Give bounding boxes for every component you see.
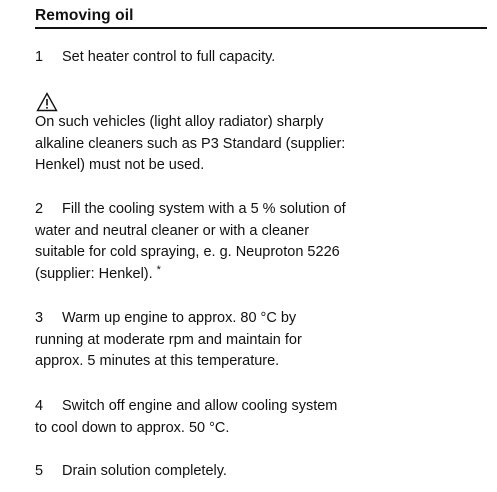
step-2 [35, 199, 485, 286]
step-text: suitable for cold spraying, e. g. Neuproton 5226 [35, 244, 340, 260]
step-number: 2 [35, 201, 44, 217]
title-underline [35, 27, 487, 29]
step-text: Warm up engine to approx. 80 °C by [62, 310, 297, 326]
warning-triangle-icon [36, 92, 58, 112]
warning-line: alkaline cleaners such as P3 Standard (supplier: [35, 135, 346, 152]
step-text: Switch off engine and allow cooling system [62, 398, 338, 414]
step-number: 1 [35, 49, 44, 65]
step-number: 4 [35, 398, 44, 414]
step-text: water and neutral cleaner or with a cleaner [35, 222, 310, 239]
step-text: running at moderate rpm and maintain for [35, 331, 302, 348]
warning-text [35, 112, 485, 177]
step-5 [35, 461, 485, 483]
step-number: 3 [35, 310, 44, 326]
warning-line: Henkel) must not be used. [35, 157, 205, 173]
step-text: (supplier: Henkel). [35, 265, 153, 282]
section-title: Removing oil [35, 7, 134, 24]
footnote-marker: * [156, 263, 161, 276]
step-text: Set heater control to full capacity. [62, 49, 276, 65]
step-4 [35, 396, 485, 439]
step-3 [35, 308, 485, 373]
step-text: Drain solution completely. [62, 463, 227, 479]
step-text: Fill the cooling system with a 5 % solution of [62, 201, 346, 217]
step-text: approx. 5 minutes at this temperature. [35, 353, 280, 369]
step-1 [35, 47, 485, 69]
step-number: 5 [35, 463, 44, 479]
step-text: to cool down to approx. 50 °C. [35, 419, 230, 436]
warning-line: On such vehicles (light alloy radiator) sharply [35, 114, 324, 130]
